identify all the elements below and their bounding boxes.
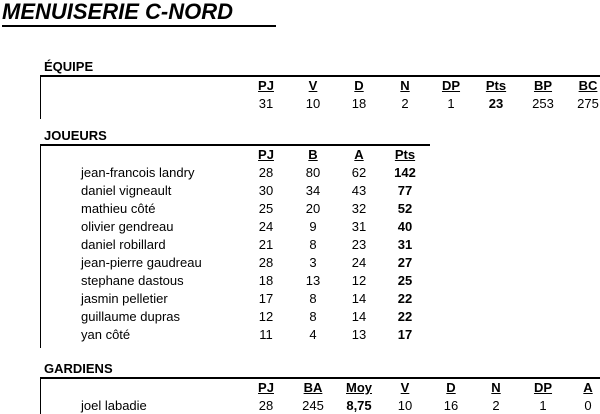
player-name: daniel vigneault xyxy=(81,183,172,198)
team-value-bp: 253 xyxy=(532,96,554,111)
goalies-header-ba: BA xyxy=(303,380,323,395)
player-pj: 18 xyxy=(258,273,274,288)
goalie-pj: 28 xyxy=(258,398,274,413)
team-header-pts: Pts xyxy=(485,78,507,93)
players-section-title: JOUEURS xyxy=(44,128,107,143)
player-pts: 22 xyxy=(397,309,413,324)
player-pj: 21 xyxy=(258,237,274,252)
player-b: 80 xyxy=(305,165,321,180)
player-name: guillaume dupras xyxy=(81,309,181,324)
team-header-v: V xyxy=(308,78,318,93)
page-title: MENUISERIE C-NORD xyxy=(2,0,276,27)
team-value-pts: 23 xyxy=(488,96,504,111)
goalies-section-rule xyxy=(40,377,600,379)
goalies-header-pj: PJ xyxy=(258,380,274,395)
player-b: 20 xyxy=(305,201,321,216)
player-name: jean-pierre gaudreau xyxy=(81,255,202,270)
player-a: 12 xyxy=(351,273,367,288)
player-a: 62 xyxy=(351,165,367,180)
goalies-header-n: N xyxy=(491,380,501,395)
player-name: olivier gendreau xyxy=(81,219,174,234)
player-pj: 24 xyxy=(258,219,274,234)
player-name: mathieu côté xyxy=(81,201,156,216)
goalies-header-dp: DP xyxy=(533,380,553,395)
player-b: 8 xyxy=(309,291,317,306)
goalies-header-moy: Moy xyxy=(346,380,372,395)
player-b: 9 xyxy=(309,219,317,234)
player-pj: 28 xyxy=(258,255,274,270)
team-value-bc: 275 xyxy=(577,96,599,111)
goalie-d: 16 xyxy=(443,398,459,413)
goalie-ba: 245 xyxy=(302,398,324,413)
player-a: 24 xyxy=(351,255,367,270)
player-pts: 17 xyxy=(397,327,413,342)
player-b: 3 xyxy=(309,255,317,270)
team-header-bp: BP xyxy=(533,78,553,93)
player-pts: 27 xyxy=(397,255,413,270)
player-a: 14 xyxy=(351,291,367,306)
player-pj: 11 xyxy=(259,327,273,342)
player-pj: 12 xyxy=(258,309,274,324)
player-b: 8 xyxy=(309,237,317,252)
player-pts: 40 xyxy=(397,219,413,234)
team-value-v: 10 xyxy=(305,96,321,111)
player-a: 31 xyxy=(351,219,367,234)
team-value-n: 2 xyxy=(401,96,409,111)
goalie-name: joel labadie xyxy=(81,398,147,413)
team-section-left-border xyxy=(40,75,41,119)
player-a: 43 xyxy=(351,183,367,198)
goalies-section-title: GARDIENS xyxy=(44,361,113,376)
players-header-pj: PJ xyxy=(258,147,274,162)
team-section-rule xyxy=(40,75,600,77)
goalie-n: 2 xyxy=(492,398,500,413)
player-name: stephane dastous xyxy=(81,273,184,288)
players-header-a: A xyxy=(354,147,364,162)
player-pj: 25 xyxy=(258,201,274,216)
player-pts: 77 xyxy=(397,183,413,198)
player-pts: 31 xyxy=(397,237,413,252)
player-name: yan côté xyxy=(81,327,131,342)
player-b: 34 xyxy=(305,183,321,198)
goalies-header-v: V xyxy=(400,380,410,395)
team-header-bc: BC xyxy=(578,78,598,93)
player-b: 13 xyxy=(305,273,321,288)
team-header-d: D xyxy=(354,78,364,93)
player-pts: 52 xyxy=(397,201,413,216)
player-name: jean-francois landry xyxy=(81,165,195,180)
team-value-pj: 31 xyxy=(258,96,274,111)
player-b: 8 xyxy=(309,309,317,324)
team-section-title: ÉQUIPE xyxy=(44,59,94,74)
player-pj: 17 xyxy=(258,291,274,306)
player-name: jasmin pelletier xyxy=(81,291,168,306)
team-value-dp: 1 xyxy=(447,96,455,111)
player-a: 14 xyxy=(351,309,367,324)
player-pts: 22 xyxy=(397,291,413,306)
player-pts: 142 xyxy=(394,165,416,180)
team-header-n: N xyxy=(400,78,410,93)
player-a: 13 xyxy=(351,327,367,342)
goalie-dp: 1 xyxy=(539,398,547,413)
player-pts: 25 xyxy=(397,273,413,288)
team-value-d: 18 xyxy=(351,96,367,111)
player-name: daniel robillard xyxy=(81,237,166,252)
player-b: 4 xyxy=(309,327,317,342)
goalie-v: 10 xyxy=(397,398,413,413)
goalies-section-left-border xyxy=(40,377,41,414)
player-pj: 28 xyxy=(258,165,274,180)
goalie-moy: 8,75 xyxy=(346,398,372,413)
goalies-header-a: A xyxy=(583,380,593,395)
goalie-a: 0 xyxy=(584,398,592,413)
goalies-header-d: D xyxy=(446,380,456,395)
players-header-pts: Pts xyxy=(394,147,416,162)
team-header-dp: DP xyxy=(441,78,461,93)
players-header-b: B xyxy=(308,147,318,162)
player-a: 23 xyxy=(351,237,367,252)
players-section-rule xyxy=(40,144,430,146)
player-a: 32 xyxy=(351,201,367,216)
team-header-pj: PJ xyxy=(258,78,274,93)
player-pj: 30 xyxy=(258,183,274,198)
players-section-left-border xyxy=(40,144,41,348)
